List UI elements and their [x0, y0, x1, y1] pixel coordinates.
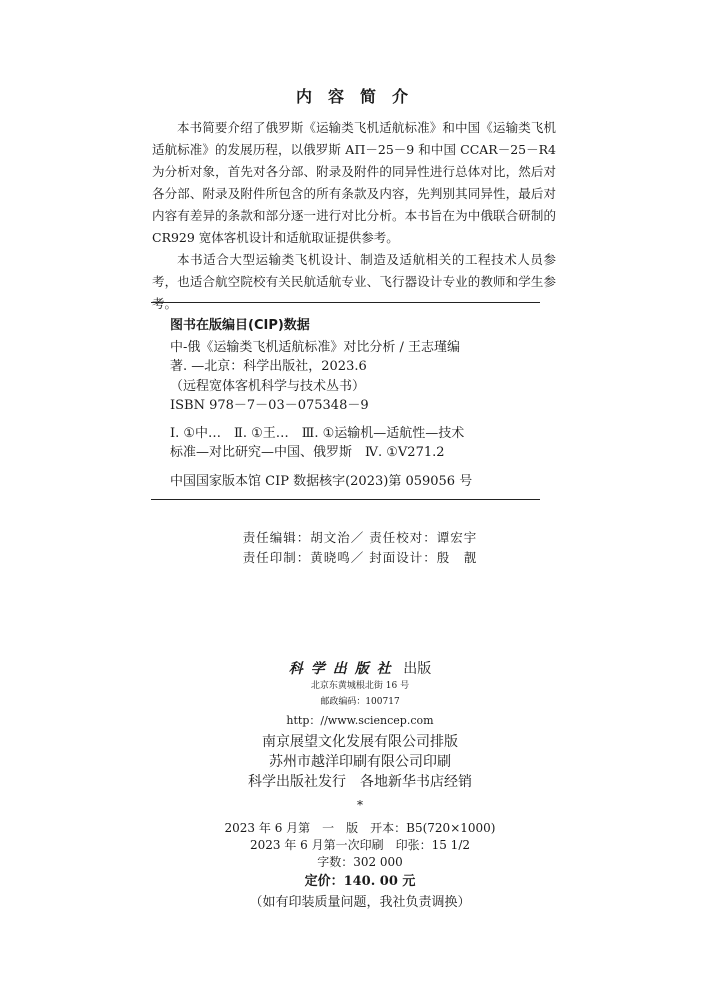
credits-block — [0, 528, 720, 568]
printer-line: 苏州市越洋印刷有限公司印刷 — [269, 754, 451, 770]
cip-line-classification: 标准—对比研究—中国、俄罗斯 Ⅳ. ①V271.2 — [170, 445, 445, 460]
specs-block — [0, 820, 720, 911]
cip-line-isbn: ISBN 978－7－03－075348－9 — [170, 398, 369, 413]
edition-line: 2023 年 6 月第 一 版 开本：B5(720×1000) — [224, 821, 496, 835]
cip-top-rule — [151, 302, 540, 303]
word-count-line: 字数：302 000 — [317, 855, 403, 869]
cip-heading: 图书在版编目(CIP)数据 — [170, 318, 310, 333]
cip-line-record-number: 中国国家版本馆 CIP 数据核字(2023)第 059056 号 — [170, 473, 473, 489]
publisher-line — [0, 658, 720, 678]
price-line: 定价：140. 00 元 — [304, 874, 416, 889]
intro-paragraph-2: 本书适合大型运输类飞机设计、制造及适航相关的工程技术人员参考，也适合航空院校有关民航适航专业、飞行器设计专业的教师和学生参考。 — [152, 252, 556, 311]
credits-production: 责任印制：黄晓鸣／ 封面设计：殷 靓 — [242, 550, 478, 565]
cip-line-title: 中-俄《运输类飞机适航标准》对比分析 / 王志瑾编 — [170, 339, 461, 355]
imprint-block — [0, 658, 720, 812]
separator-star: * — [357, 798, 363, 812]
intro-title: 内容简介 — [295, 87, 424, 106]
credits-editors: 责任编辑：胡文治／ 责任校对：谭宏宇 — [242, 530, 478, 545]
cip-line-subjects: Ⅰ. ①中… Ⅱ. ①王… Ⅲ. ①运输机—适航性—技术 — [170, 425, 465, 441]
intro-section — [152, 117, 556, 315]
cip-bottom-rule — [151, 499, 540, 500]
publisher-address: 北京东黄城根北街 16 号 — [310, 681, 410, 691]
quality-note: （如有印装质量问题，我社负责调换） — [249, 895, 471, 910]
cip-line-publisher: 著. —北京：科学出版社，2023.6 — [170, 359, 367, 374]
typesetter-line: 南京展望文化发展有限公司排版 — [262, 734, 458, 750]
publisher-logo: 科学出版社 — [288, 661, 399, 677]
cip-line-series: （远程宽体客机科学与技术丛书） — [170, 378, 366, 394]
distribution-line: 科学出版社发行 各地新华书店经销 — [248, 774, 472, 790]
cip-block — [170, 316, 540, 491]
publisher-postcode: 邮政编码：100717 — [320, 697, 400, 707]
publisher-website: http：//www.sciencep.com — [286, 714, 434, 727]
intro-paragraph-1: 本书简要介绍了俄罗斯《运输类飞机适航标准》和中国《运输类飞机适航标准》的发展历程，以俄罗斯 АП－25－9 和中国 CCAR－25－R4 为分析对象，首先对各分部、附录及附件的同异性进行总体对比，然后对各分部、附录及附件所包含的所有条款及内容，先判别其同异性，最后对内容有差异的条款和部分逐一进行对比分析。本书旨在为中俄联合研制的 CR929 宽体客机设计和适航取证提供参考。 — [152, 120, 556, 245]
publisher-suffix: 出版 — [403, 661, 432, 677]
printing-line: 2023 年 6 月第一次印刷 印张：15 1/2 — [249, 838, 470, 852]
